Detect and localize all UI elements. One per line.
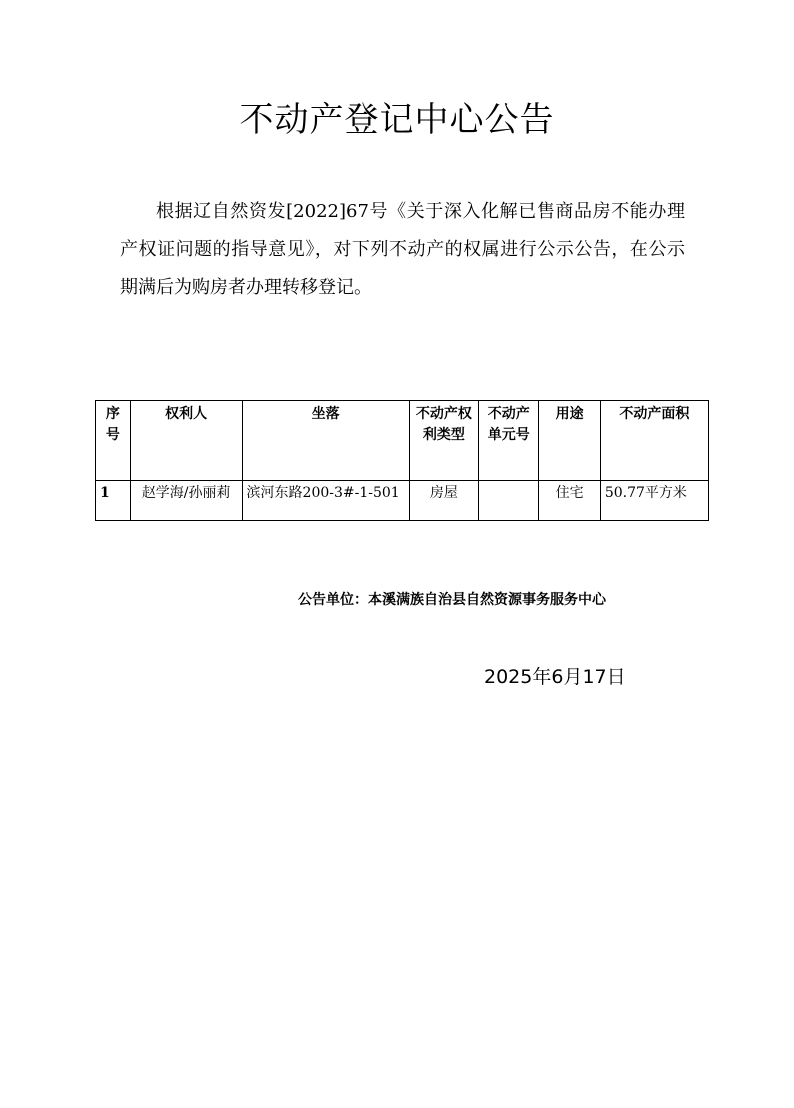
- header-right-type: 不动产权利类型: [409, 401, 478, 481]
- cell-location: 滨河东路200-3#-1-501: [242, 481, 409, 521]
- header-no: 序号: [96, 401, 131, 481]
- header-unit-no: 不动产单元号: [479, 401, 539, 481]
- property-table: [95, 400, 709, 521]
- cell-owner: 赵学海/孙丽莉: [130, 481, 242, 521]
- cell-area: 50.77平方米: [600, 481, 708, 521]
- notice-body-paragraph: 根据辽自然资发[2022]67号《关于深入化解已售商品房不能办理产权证问题的指导意见》，对下列不动产的权属进行公示公告，在公示期满后为购房者办理转移登记。: [120, 201, 685, 298]
- cell-use: 住宅: [539, 481, 600, 521]
- cell-right-type: 房屋: [409, 481, 478, 521]
- header-area: 不动产面积: [600, 401, 708, 481]
- header-location: 坐落: [242, 401, 409, 481]
- notice-title: 不动产登记中心公告: [239, 100, 555, 140]
- cell-no: 1: [96, 481, 131, 521]
- table-header-row: [96, 401, 709, 481]
- issuing-unit: 公告单位：本溪满族自治县自然资源事务服务中心: [298, 592, 606, 608]
- cell-unit-no: [479, 481, 539, 521]
- table-row: [96, 481, 709, 521]
- header-owner: 权利人: [130, 401, 242, 481]
- header-use: 用途: [539, 401, 600, 481]
- notice-date: 2025年6月17日: [484, 666, 626, 688]
